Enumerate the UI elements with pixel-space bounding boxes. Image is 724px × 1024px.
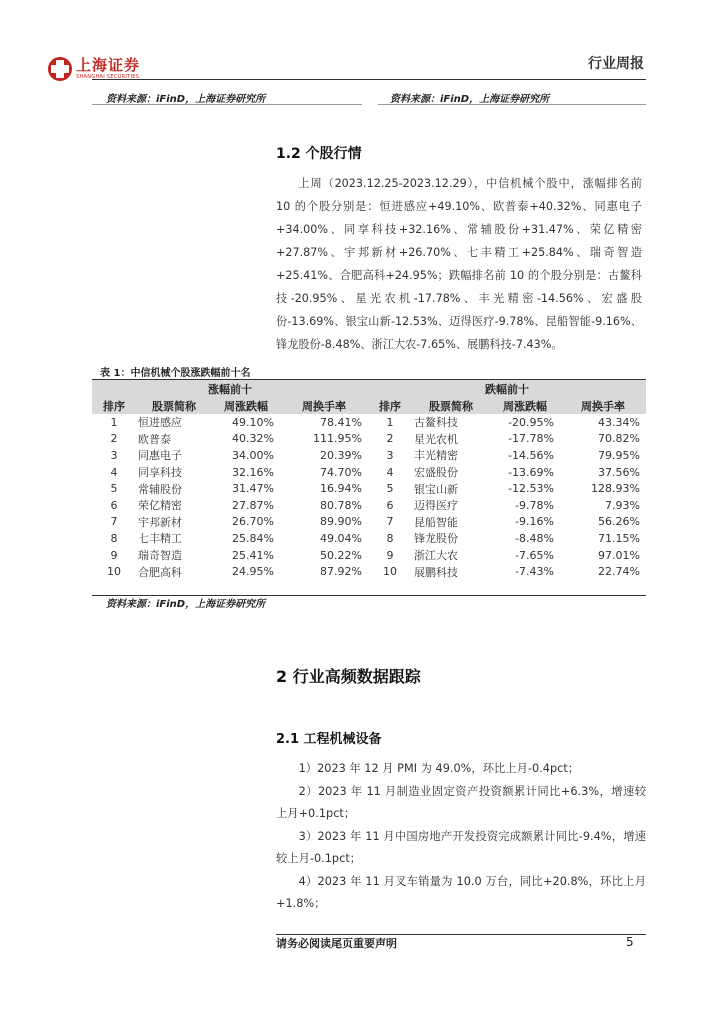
column-header: 排序 [368,397,412,414]
table-row [92,547,646,564]
table-header-row [92,397,646,414]
weekly-change-cell: 49.10% [232,415,274,429]
stock-ranking-table [92,380,646,580]
source-divider-left [92,104,362,105]
table-source: 资料来源：iFinD，上海证券研究所 [106,599,266,610]
section-heading-2-1: 2.1 工程机械设备 [276,732,382,747]
table-body [92,414,646,580]
rank-cell: 7 [386,515,394,529]
logo-icon [48,57,72,81]
weekly-change-cell: -9.78% [515,498,554,512]
stock-name-cell: 古鳌科技 [414,416,458,430]
weekly-change-cell: 24.95% [232,565,274,579]
column-header: 排序 [92,397,136,414]
rank-cell: 7 [110,515,118,529]
stock-name-cell: 同享科技 [138,466,182,480]
weekly-change-cell: -13.69% [508,465,554,479]
turnover-cell: 70.82% [598,432,640,446]
turnover-cell: 49.04% [320,531,362,545]
rank-cell: 3 [386,448,394,462]
stock-name-cell: 锋龙股份 [414,532,458,546]
weekly-change-cell: -17.78% [508,432,554,446]
stock-name-cell: 合肥高科 [138,565,182,579]
column-header: 股票简称 [136,397,212,414]
stock-performance-paragraph: 上周（2023.12.25-2023.12.29），中信机械个股中，涨幅排名前 10 的个股分别是：恒进感应+49.10%、欧普泰+40.32%、同惠电子+34.00%、同享科技+32.16%、常辅股份+31.47%、荣亿精密+27.87%、宇邦新材+26.70%、七丰精工+25.84%、瑞奇智造+25.41%、合肥高科+24.95%；跌幅排名前 10 的个股分别是：古鳌科技-20.95%、星光农机-17.78%、丰光精密-14.56%、宏盛股份-13.69%、银宝山新-12.53%、迈得医疗-9.78%、昆船智能-9.16%、锋龙股份-8.48%、浙江大农-7.65%、展鹏科技-7.43%。 [276,177,642,351]
weekly-change-cell: -8.48% [515,531,554,545]
group-header-gainers: 涨幅前十 [92,380,368,397]
table-row [92,464,646,481]
weekly-change-cell: 26.70% [232,515,274,529]
rank-cell: 8 [110,531,118,545]
stock-name-cell: 银宝山新 [414,482,458,496]
column-header: 周涨跌幅 [490,397,560,414]
weekly-change-cell: 25.84% [232,531,274,545]
section-heading-1-2: 1.2 个股行情 [276,146,362,162]
turnover-cell: 37.56% [598,465,640,479]
report-type: 行业周报 [588,56,644,72]
indicator-item-forklift-sales: 4）2023 年 11 月叉车销量为 10.0 万台，同比+20.8%，环比上月+1.8%； [276,874,646,910]
rank-cell: 5 [386,482,394,496]
turnover-cell: 74.70% [320,465,362,479]
rank-cell: 5 [110,482,118,496]
turnover-cell: 78.41% [320,415,362,429]
stock-name-cell: 丰光精密 [414,449,458,463]
column-header: 股票简称 [412,397,490,414]
rank-cell: 6 [110,498,118,512]
indicator-item-pmi: 1）2023 年 12 月 PMI 为 49.0%，环比上月-0.4pct； [298,762,580,775]
rank-cell: 6 [386,498,394,512]
column-header: 周换手率 [280,397,368,414]
stock-name-cell: 七丰精工 [138,532,182,546]
stock-name-cell: 迈得医疗 [414,499,458,513]
rank-cell: 4 [110,465,118,479]
rank-cell: 2 [386,432,394,446]
weekly-change-cell: 27.87% [232,498,274,512]
table-row [92,431,646,448]
weekly-change-cell: -12.53% [508,482,554,496]
turnover-cell: 79.95% [598,448,640,462]
stock-name-cell: 常辅股份 [138,482,182,496]
turnover-cell: 111.95% [313,432,362,446]
stock-name-cell: 欧普泰 [138,432,171,446]
rank-cell: 9 [386,548,394,562]
page-number: 5 [626,935,634,949]
stock-name-cell: 浙江大农 [414,549,458,563]
rank-cell: 10 [107,565,121,579]
logo-english-name: SHANGHAI SECURITIES [76,74,140,80]
turnover-cell: 43.34% [598,415,640,429]
header-divider [92,79,646,80]
weekly-change-cell: -20.95% [508,415,554,429]
logo-text [76,58,140,80]
weekly-change-cell: 32.16% [232,465,274,479]
table-row [92,447,646,464]
turnover-cell: 50.22% [320,548,362,562]
indicator-item-manufacturing-investment: 2）2023 年 11 月制造业固定资产投资额累计同比+6.3%，增速较上月+0.1pct； [276,784,646,820]
table-row [92,497,646,514]
table-row [92,563,646,580]
rank-cell: 9 [110,548,118,562]
rank-cell: 2 [110,432,118,446]
table-row [92,530,646,547]
turnover-cell: 20.39% [320,448,362,462]
stock-name-cell: 同惠电子 [138,449,182,463]
indicator-list [276,758,646,916]
rank-cell: 8 [386,531,394,545]
weekly-change-cell: -7.65% [515,548,554,562]
stock-name-cell: 昆船智能 [414,515,458,529]
table-row [92,514,646,531]
weekly-change-cell: -9.16% [515,515,554,529]
weekly-change-cell: 40.32% [232,432,274,446]
weekly-change-cell: -14.56% [508,448,554,462]
rank-cell: 3 [110,448,118,462]
logo-name: 上海证券 [76,56,141,74]
chart-source-right: 资料来源：iFinD，上海证券研究所 [390,94,550,105]
stock-name-cell: 宏盛股份 [414,466,458,480]
table-row [92,414,646,431]
stock-name-cell: 荣亿精密 [138,499,182,513]
group-header-losers: 跌幅前十 [368,380,646,397]
turnover-cell: 128.93% [591,482,640,496]
column-header: 周涨跌幅 [212,397,280,414]
turnover-cell: 7.93% [605,498,640,512]
rank-cell: 1 [386,415,394,429]
turnover-cell: 89.90% [320,515,362,529]
weekly-change-cell: 34.00% [232,448,274,462]
stock-name-cell: 星光农机 [414,432,458,446]
turnover-cell: 22.74% [598,565,640,579]
disclaimer-note: 请务必阅读尾页重要声明 [276,937,397,950]
section-heading-2: 2 行业高频数据跟踪 [276,667,421,686]
stock-name-cell: 瑞奇智造 [138,549,182,563]
turnover-cell: 97.01% [598,548,640,562]
rank-cell: 1 [110,415,118,429]
weekly-change-cell: 25.41% [232,548,274,562]
column-header: 周换手率 [560,397,646,414]
turnover-cell: 80.78% [320,498,362,512]
table-row [92,480,646,497]
turnover-cell: 71.15% [598,531,640,545]
rank-cell: 10 [383,565,397,579]
turnover-cell: 56.26% [598,515,640,529]
indicator-item-real-estate-investment: 3）2023 年 11 月中国房地产开发投资完成额累计同比-9.4%，增速较上月-0.1pct； [276,829,646,865]
chart-source-left: 资料来源：iFinD，上海证券研究所 [106,94,266,105]
weekly-change-cell: 31.47% [232,482,274,496]
stock-name-cell: 宇邦新材 [138,515,182,529]
turnover-cell: 87.92% [320,565,362,579]
weekly-change-cell: -7.43% [515,565,554,579]
stock-name-cell: 展鹏科技 [414,565,458,579]
stock-name-cell: 恒进感应 [138,416,182,430]
source-divider-right [378,104,646,105]
turnover-cell: 16.94% [320,482,362,496]
table-caption: 表 1：中信机械个股涨跌幅前十名 [100,368,251,379]
rank-cell: 4 [386,465,394,479]
